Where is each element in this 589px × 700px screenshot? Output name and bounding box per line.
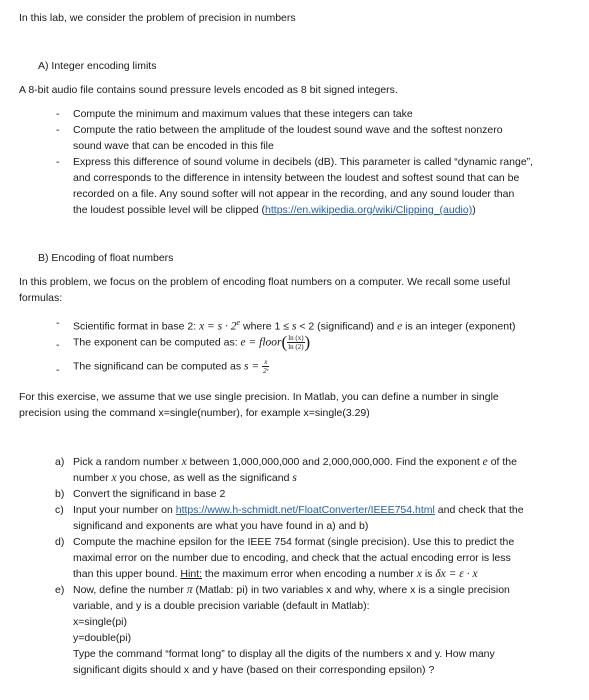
question-b-label: b) <box>55 488 65 500</box>
var-x: x <box>111 472 117 484</box>
formula-scientific-label: Scientific format in base 2: <box>73 320 200 333</box>
float-converter-link[interactable]: https://www.h-schmidt.net/FloatConverter/IEEE754.html <box>175 504 435 516</box>
question-a-label: a) <box>55 456 65 468</box>
bullet-dash: - <box>56 156 60 168</box>
formula-s-var: s <box>291 320 297 333</box>
formula-exponent-label: The exponent can be computed as: <box>73 336 241 349</box>
question-a-text: of the <box>487 456 517 468</box>
formula-e-var: e <box>397 320 403 333</box>
question-d-line3 <box>73 566 478 582</box>
formula-significand-label: The significand can be computed as <box>73 360 245 373</box>
fraction-denominator: ln (2) <box>288 343 304 351</box>
question-e-line6: significant digits should x and y have (based on their corresponding epsilon) ? <box>73 664 435 676</box>
formula-scientific-exponent: is an integer (exponent) <box>402 320 516 333</box>
formula-scientific <box>73 315 515 335</box>
bullet-ratio-line2: sound wave that can be encoded in this file <box>73 140 274 152</box>
question-e-line5: Type the command “format long” to display all the digits of the numbers x and y. How many <box>73 648 495 660</box>
bullet-dash: - <box>56 339 60 351</box>
formula-exponent-sup: e <box>236 318 241 327</box>
question-e-line2: variable, and y is a double precision variable (default in Matlab): <box>73 600 370 612</box>
bullet-dash: - <box>56 317 60 329</box>
formula-scientific-significand: < 2 (significand) and <box>296 320 398 333</box>
epsilon-formula: δx = ε · x <box>435 568 478 580</box>
question-a-line1 <box>73 454 517 470</box>
question-d-line2: maximal error on the number due to encoding, and check that the actual encoding error is less <box>73 552 511 564</box>
formula-significand <box>73 358 269 375</box>
question-a-text: number <box>73 472 112 484</box>
section-a-paragraph: A 8-bit audio file contains sound pressure levels encoded as 8 bit signed integers. <box>19 84 398 96</box>
question-c-text: Input your number on <box>73 504 176 516</box>
question-d-text: than this upper bound. <box>73 568 181 580</box>
question-e-text: (Matlab: pi) in two variables x and why, where x is a single precision <box>192 584 510 596</box>
question-d-label: d) <box>55 536 65 548</box>
clipping-link[interactable]: https://en.wikipedia.org/wiki/Clipping_(audio) <box>265 204 473 216</box>
bullet-min-max: Compute the minimum and maximum values that these integers can take <box>73 108 413 120</box>
question-e-line1 <box>73 582 510 598</box>
question-c-line2: significand and exponents are what you have found in a) and b) <box>73 520 369 532</box>
var-x: x <box>416 568 422 580</box>
clipping-close: ) <box>472 204 476 216</box>
formula-scientific-math: x = s · 2 <box>199 320 237 333</box>
clipping-text: the loudest possible level will be clipped ( <box>73 204 266 216</box>
hint-label: Hint: <box>180 568 203 580</box>
question-d-text: the maximum error when encoding a number <box>202 568 417 580</box>
var-s: s <box>292 472 297 484</box>
bullet-db-line3: recorded on a file. Any sound softer will not appear in the recording, and any sound louder than <box>73 188 515 200</box>
question-d-text: is <box>421 568 436 580</box>
bullet-db-line1: Express this difference of sound volume in decibels (dB). This parameter is called “dynamic range”, <box>73 156 534 168</box>
bullet-db-line2: and corresponds to the difference in intensity between the loudest and softest sound that can be <box>73 172 520 184</box>
question-e-code-y: y=double(pi) <box>73 632 132 644</box>
single-precision-line2: precision using the command x=single(number), for example x=single(3.29) <box>19 407 370 419</box>
formula-scientific-where: where 1 ≤ <box>240 320 292 333</box>
question-c-text: and check that the <box>434 504 524 516</box>
var-pi: π <box>186 584 193 596</box>
question-e-code-x: x=single(pi) <box>73 616 127 628</box>
var-e: e <box>482 456 488 468</box>
question-a-text: you chose, as well as the significand <box>116 472 293 484</box>
var-x: x <box>181 456 187 468</box>
question-e-text: Now, define the number <box>73 584 187 596</box>
question-b-line1: Convert the significand in base 2 <box>73 488 226 500</box>
fraction-denominator: 2ᵉ <box>263 367 269 375</box>
question-d-line1: Compute the machine epsilon for the IEEE 754 format (single precision). Use this to predict the <box>73 536 515 548</box>
question-a-line2 <box>73 470 297 486</box>
question-a-text: Pick a random number <box>73 456 182 468</box>
formula-significand-fraction <box>262 358 269 375</box>
bullet-dash: - <box>56 364 60 376</box>
section-b-para-line1: In this problem, we focus on the problem of encoding float numbers on a computer. We recall some useful <box>19 276 511 288</box>
question-a-text: between 1,000,000,000 and 2,000,000,000. Find the exponent <box>186 456 483 468</box>
paren-close: ) <box>304 332 311 352</box>
section-b-para-line2: formulas: <box>19 292 63 304</box>
fraction-numerator: ln (x) <box>288 334 304 342</box>
formula-floor: e = floor <box>240 336 282 349</box>
bullet-ratio-line1: Compute the ratio between the amplitude of the loudest sound wave and the softest nonzero <box>73 124 503 136</box>
intro-text: In this lab, we consider the problem of precision in numbers <box>19 12 296 24</box>
section-b-heading: B) Encoding of float numbers <box>38 252 174 264</box>
paren-open: ( <box>281 332 288 352</box>
question-c-label: c) <box>55 504 64 516</box>
formula-exponent <box>73 334 310 351</box>
bullet-dash: - <box>56 108 60 120</box>
bullet-db-line4 <box>73 202 476 218</box>
formula-log-fraction <box>287 334 304 351</box>
bullet-dash: - <box>56 124 60 136</box>
fraction-numerator: x <box>262 358 269 367</box>
formula-s-equals: s = <box>244 360 260 373</box>
single-precision-line1: For this exercise, we assume that we use single precision. In Matlab, you can define a number in single <box>19 391 499 403</box>
question-e-label: e) <box>55 584 65 596</box>
question-c-line1 <box>73 502 524 518</box>
section-a-heading: A) Integer encoding limits <box>38 60 157 72</box>
